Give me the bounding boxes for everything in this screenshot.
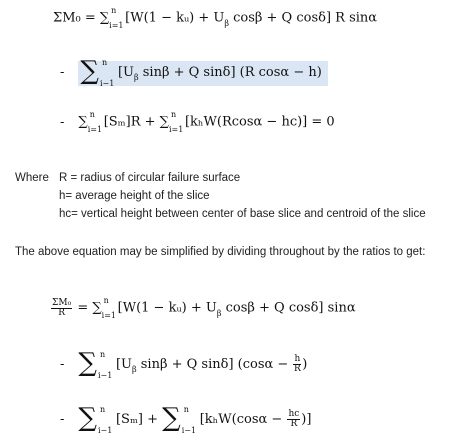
eq5-body: [U — [115, 357, 132, 372]
eq3-limit-top-1: n — [89, 110, 95, 119]
eq4-frac-den: R — [58, 307, 65, 318]
eq3-limit-bottom-2: i=1 — [168, 125, 184, 134]
eq3-sigma-2: ∑ — [159, 114, 169, 130]
eq2-limit-bottom: i−1 — [99, 78, 115, 88]
eq5-dash: - — [60, 357, 65, 372]
eq1-lhs: ΣM₀ = — [53, 10, 100, 26]
eq6-fraction — [287, 410, 300, 429]
eq3-limit-bottom-1: i=1 — [87, 125, 103, 134]
eq5-rest: sinβ + Q sinδ] (cosα − — [136, 357, 293, 372]
eq4-limit-bottom: i=1 — [101, 311, 116, 320]
eq6-body-1: [Sₘ] + — [115, 412, 163, 427]
eq1-body: [W(1 − kᵤ) + U — [125, 10, 225, 26]
eq5-fraction — [293, 355, 301, 374]
eq4-rest: cosβ + Q cosδ] sinα — [221, 300, 356, 316]
equation-simplified-moment — [50, 296, 356, 320]
eq1-sigma: ∑ — [99, 10, 110, 26]
simplify-statement: The above equation may be simplified by dividing throughout by the ratios to get: — [15, 246, 426, 258]
eq5-limit-bottom: i−1 — [97, 370, 113, 380]
equation-term-3 — [60, 110, 335, 134]
where-label: Where — [15, 172, 49, 184]
equation-term-2 — [60, 53, 328, 88]
eq5-frac-num: h — [294, 354, 301, 364]
eq4-sigma: ∑ — [92, 300, 102, 316]
eq5-limit-top: n — [99, 349, 106, 359]
definition-centroid-height: hc= vertical height between center of base slice and centroid of the slice — [59, 208, 426, 220]
eq2-limit-top: n — [101, 57, 108, 67]
eq6-limit-top-2: n — [183, 404, 189, 414]
eq4-beta-sub: β — [216, 308, 222, 318]
eq2-dash: - — [60, 65, 65, 80]
eq6-limit-top-1: n — [99, 404, 106, 414]
eq6-limit-bottom-2: i−1 — [181, 425, 197, 435]
eq3-body-1: [Sₘ]R + — [103, 114, 160, 130]
equation-simplified-term-2 — [60, 345, 307, 380]
eq3-limit-top-2: n — [170, 110, 177, 119]
eq4-frac-num: ΣM₀ — [52, 297, 72, 308]
eq6-frac-num: hc — [288, 409, 300, 419]
eq5-close: ) — [302, 357, 308, 372]
eq4-fraction — [51, 299, 72, 318]
equation-simplified-term-3 — [60, 400, 311, 435]
eq6-close: )] — [301, 412, 312, 427]
eq4-limit-top: n — [103, 296, 109, 305]
eq1-rest: cosβ + Q cosδ] R sinα — [228, 10, 378, 26]
eq2-body: [U — [117, 65, 134, 80]
eq2-sigma: ∑ — [80, 56, 99, 86]
eq4-body: [W(1 − kᵤ) + U — [117, 300, 217, 316]
definition-radius: R = radius of circular failure surface — [59, 172, 241, 184]
eq6-dash: - — [60, 412, 65, 427]
eq5-beta-sub: β — [132, 365, 137, 374]
eq3-body-2: [kₕW(Rcosα − hc)] = 0 — [184, 114, 335, 130]
eq1-beta-sub: β — [224, 18, 229, 28]
eq6-body-2: [kₕW(cosα − — [199, 412, 287, 427]
eq1-limit-bottom: i=1 — [109, 21, 124, 30]
eq6-limit-bottom-1: i−1 — [97, 425, 113, 435]
eq6-frac-den: R — [290, 419, 298, 429]
equation-moment — [53, 6, 377, 30]
eq2-highlight — [78, 56, 327, 88]
eq5-sigma: ∑ — [78, 348, 97, 378]
eq5-frac-den: R — [293, 364, 301, 374]
eq4-equals: = — [73, 300, 93, 316]
eq2-beta-sub: β — [134, 73, 139, 82]
eq3-dash: - — [60, 114, 65, 130]
definition-height: h= average height of the slice — [59, 190, 210, 202]
eq2-rest: sinβ + Q sinδ] (R cosα − h) — [138, 65, 322, 80]
eq6-sigma-1: ∑ — [78, 403, 97, 433]
eq6-sigma-2: ∑ — [162, 403, 181, 433]
eq1-limit-top: n — [111, 6, 117, 15]
eq3-sigma-1: ∑ — [78, 114, 88, 130]
